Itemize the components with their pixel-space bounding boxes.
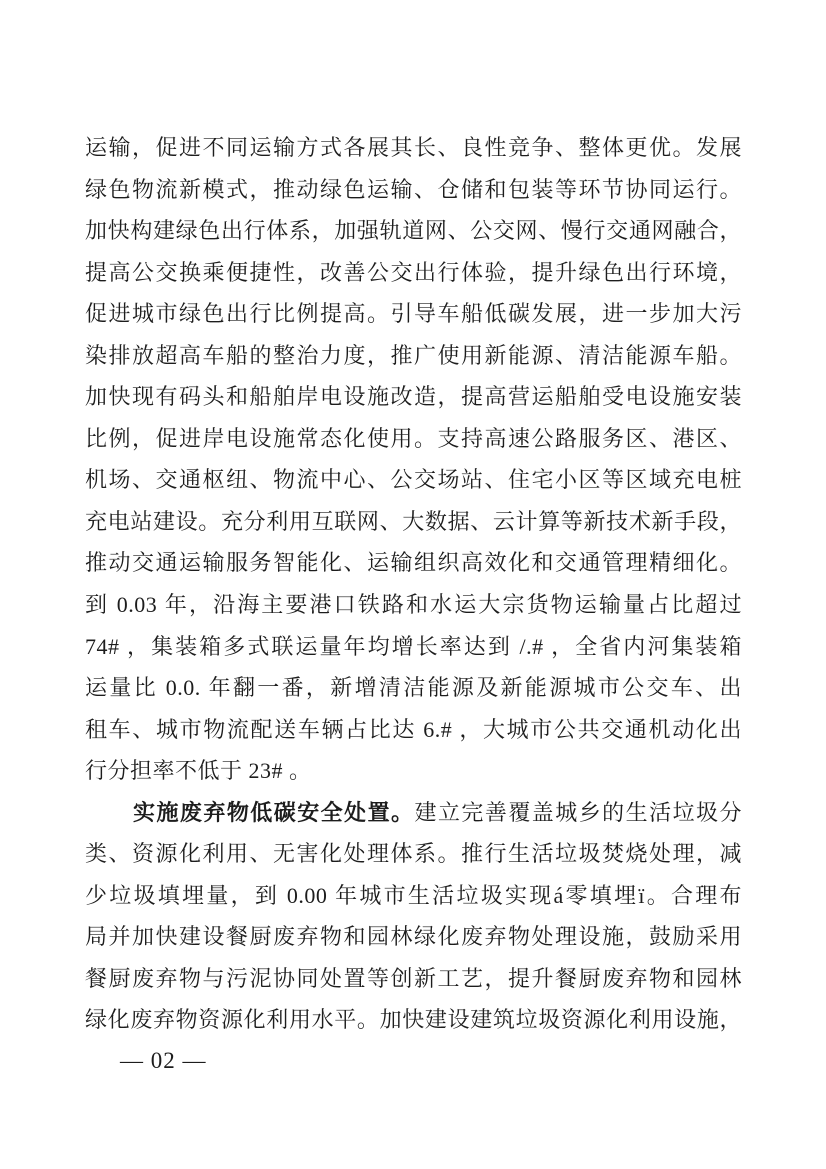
text-line: 局并加快建设餐厨废弃物和园林绿化废弃物处理设施，鼓励采用 [85, 924, 742, 950]
text-line: 到 0.03 年，沿海主要港口铁路和水运大宗货物运输量占比超过 [85, 592, 742, 618]
body-text [85, 127, 742, 1041]
text-line: 充电站建设。充分利用互联网、大数据、云计算等新技术新手段， [85, 508, 742, 534]
text-line-paragraph-end: 行分担率不低于 23# 。 [85, 758, 312, 784]
text-line: 推动交通运输服务智能化、运输组织高效化和交通管理精细化。 [85, 550, 742, 576]
page-number: — 02 — [120, 1048, 207, 1073]
text-line: 74# ，集装箱多式联运量年均增长率达到 /.# ，全省内河集装箱 [85, 633, 742, 659]
text-run: 建立完善覆盖城乡的生活垃圾分 [414, 799, 742, 825]
text-line: 租车、城市物流配送车辆占比达 6.# ，大城市公共交通机动化出 [85, 716, 742, 742]
text-line: 促进城市绿色出行比例提高。引导车船低碳发展，进一步加大污 [85, 301, 742, 327]
text-line: 染排放超高车船的整治力度，推广使用新能源、清洁能源车船。 [85, 342, 742, 368]
bold-topic-sentence: 实施废弃物低碳安全处置。 [133, 799, 415, 825]
text-line: 比例，促进岸电设施常态化使用。支持高速公路服务区、港区、 [85, 425, 742, 451]
text-line: 餐厨废弃物与污泥协同处置等创新工艺，提升餐厨废弃物和园林 [85, 965, 742, 991]
text-line: 加快构建绿色出行体系，加强轨道网、公交网、慢行交通网融合， [85, 218, 742, 244]
text-line: 机场、交通枢纽、物流中心、公交场站、住宅小区等区域充电桩 [85, 467, 742, 493]
text-line: 运输，促进不同运输方式各展其长、良性竞争、整体更优。发展 [85, 135, 742, 160]
text-line: 运量比 0.0. 年翻一番，新增清洁能源及新能源城市公交车、出 [85, 675, 742, 701]
text-line: 绿化废弃物资源化利用水平。加快建设建筑垃圾资源化利用设施， [85, 1007, 742, 1033]
text-line: 类、资源化利用、无害化处理体系。推行生活垃圾焚烧处理，减 [85, 841, 742, 867]
text-line: 绿色物流新模式，推动绿色运输、仓储和包装等环节协同运行。 [85, 176, 742, 202]
text-line: 提高公交换乘便捷性，改善公交出行体验，提升绿色出行环境， [85, 259, 742, 285]
text-line: 少垃圾填埋量，到 0.00 年城市生活垃圾实现á零填埋ï。合理布 [85, 882, 742, 908]
text-line-paragraph-start [85, 792, 742, 834]
text-line: 加快现有码头和船舶岸电设施改造，提高营运船舶受电设施安装 [85, 384, 742, 410]
